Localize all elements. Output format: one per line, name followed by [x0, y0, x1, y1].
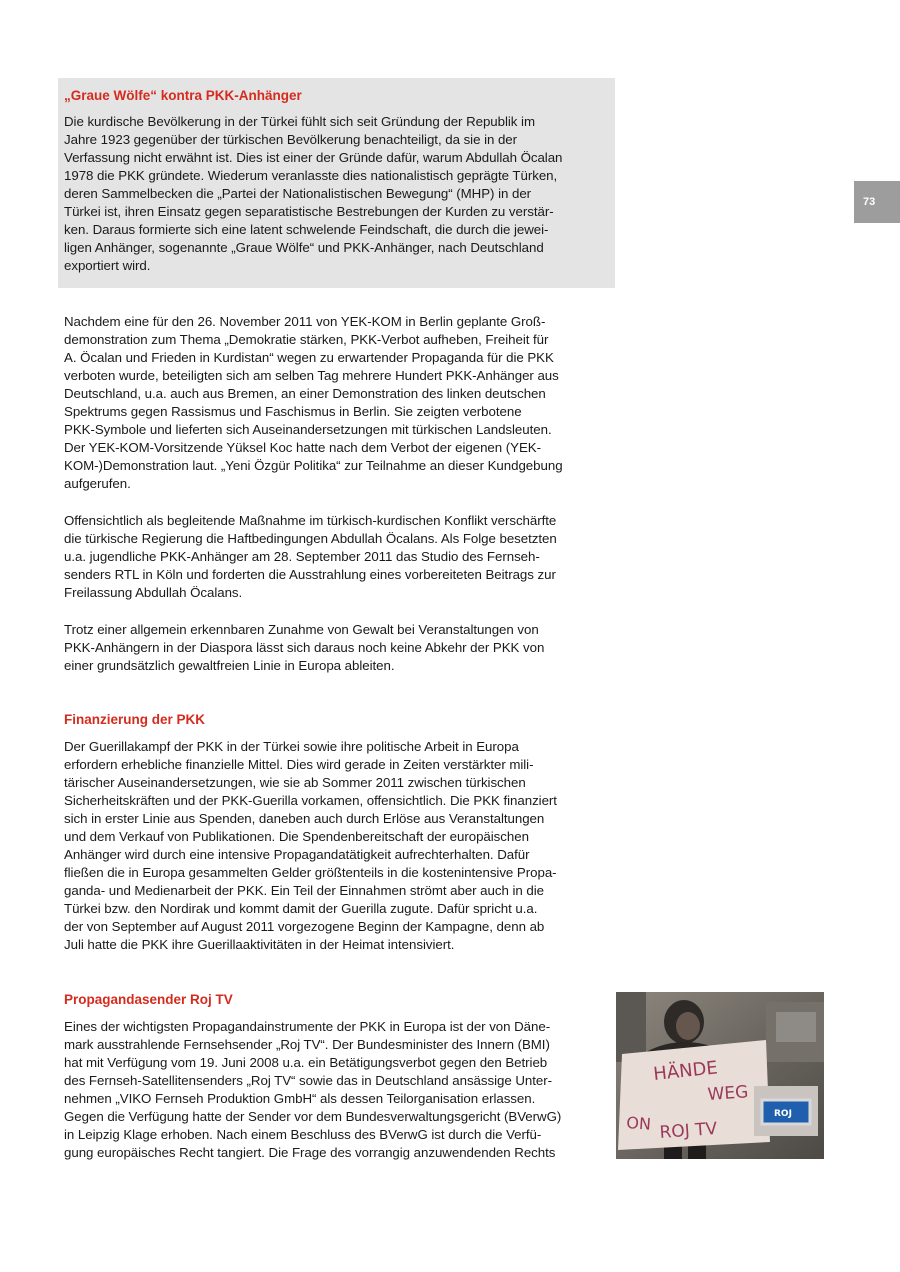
roj-tv-logo-text: ROJ: [774, 1109, 792, 1119]
paragraph-gewalt: Trotz einer allgemein erkennbaren Zunahme von Gewalt bei Veranstaltungen von PKK-Anhängern in der Diaspora lässt sich daraus noch keine Abkehr der PKK von einer grundsätzlich gewaltfreien Linie in Europa ableiten.: [64, 622, 545, 673]
section-heading-finanzierung: Finanzierung der PKK: [64, 712, 206, 727]
page-number: 73: [854, 181, 900, 223]
sign-line-3: ON: [625, 1113, 652, 1134]
roj-tv-logo: [754, 1086, 818, 1136]
sign-line-4: ROJ TV: [658, 1119, 718, 1143]
protest-photo-image: [616, 992, 824, 1159]
sign-line-2: WEG: [706, 1082, 749, 1105]
sign-line-1: HÄNDE: [652, 1057, 719, 1085]
info-box-title: „Graue Wölfe“ kontra PKK-Anhänger: [64, 88, 302, 103]
paragraph-demonstration: Nachdem eine für den 26. November 2011 von YEK-KOM in Berlin geplante Groß- demonstration zum Thema „Demokratie stärken, PKK-Verbot aufheben, Freiheit für A. Öcalan und Frieden in Kurdistan“ wegen zu erwartender Propaganda für die PKK verboten wurde, beteiligten sich am selben Tag mehrere Hundert PKK-Anhänger aus Deutschland, u.a. auch aus Bremen, an einer Demonstration des linken deutschen Spektrums gegen Rassismus und Faschismus in Berlin. Sie zeigten verbotene PKK-Symbole und lieferten sich Auseinandersetzungen mit türkischen Landsleuten. Der YEK-KOM-Vorsitzende Yüksel Koc hatte nach dem Verbot der eigenen (YEK- KOM-)Demonstration laut. „Yeni Özgür Politika“ zur Teilnahme an dieser Kundgebung aufgerufen.: [64, 314, 563, 491]
protest-photo: [616, 992, 824, 1159]
paragraph-finanzierung: Der Guerillakampf der PKK in der Türkei sowie ihre politische Arbeit in Europa erfordern erhebliche finanzielle Mittel. Dies wird gerade in Zeiten verstärkter mili- tärischer Auseinandersetzungen, wie sie ab Sommer 2011 zwischen türkischen Sicherheitskräften und der PKK-Guerilla vorkamen, offensichtlich. Die PKK finanziert sich in erster Linie aus Spenden, daneben auch durch Erlöse aus Veranstaltungen und dem Verkauf von Publikationen. Die Spendenbereitschaft der europäischen Anhänger wird durch eine intensive Propagandatätigkeit aufrechterhalten. Dafür fließen die in Europa gesammelten Gelder größtenteils in die kostenintensive Propa- ganda- und Medienarbeit der PKK. Ein Teil der Einnahmen strömt aber auch in die Türkei bzw. den Nordirak und kommt damit der Guerilla zugute. Dafür spricht u.a. der von September auf August 2011 vorgezogene Beginn der Kampagne, denn ab Juli hatte die PKK ihre Guerillaaktivitäten in der Heimat intensiviert.: [64, 739, 557, 952]
paragraph-roj-tv: Eines der wichtigsten Propagandainstrumente der PKK in Europa ist der von Däne- mark ausstrahlende Fernsehsender „Roj TV“. Der Bundesminister des Innern (BMI) hat mit Verfügung vom 19. Juni 2008 u.a. ein Betätigungsverbot gegen den Betrieb des Fernseh-Satellitensenders „Roj TV“ sowie das in Deutschland ansässige Unter- nehmen „VIKO Fernseh Produktion GmbH“ als dessen Teilorganisation erlassen. Gegen die Verfügung hatte der Sender vor dem Bundesverwaltungsgericht (BVerwG) in Leipzig Klage erhoben. Nach einem Beschluss des BVerwG ist durch die Verfü- gung europäisches Recht tangiert. Die Frage des vorrangig anzuwendenden Rechts: [64, 1019, 562, 1160]
protest-sign: [618, 1040, 770, 1150]
info-box-graue-woelfe: [58, 78, 615, 288]
info-box-text: Die kurdische Bevölkerung in der Türkei fühlt sich seit Gründung der Republik im Jahre 1923 gegenüber der türkischen Bevölkerung benachteiligt, da sie in der Verfassung nicht erwähnt ist. Dies ist einer der Gründe dafür, warum Abdullah Öcalan 1978 die PKK gründete. Wiederum veranlasste dies nationalistisch geprägte Türken, deren Sammelbecken die „Partei der Nationalistischen Bewegung“ (MHP) in der Türkei ist, ihren Einsatz gegen separatistische Bestrebungen der Kurden zu verstär- ken. Daraus formierte sich eine latent schwelende Feindschaft, die durch die jewei- ligen Anhänger, sogenannte „Graue Wölfe“ und PKK-Anhänger, nach Deutschland exportiert wird.: [64, 114, 563, 273]
paragraph-haftbedingungen: Offensichtlich als begleitende Maßnahme im türkisch-kurdischen Konflikt verschärfte die türkische Regierung die Haftbedingungen Abdullah Öcalans. Als Folge besetzten u.a. jugendliche PKK-Anhänger am 28. September 2011 das Studio des Fernseh- senders RTL in Köln und forderten die Ausstrahlung eines vorbereiteten Beitrags zur Freilassung Abdullah Öcalans.: [64, 513, 557, 600]
section-heading-roj-tv: Propagandasender Roj TV: [64, 992, 233, 1007]
